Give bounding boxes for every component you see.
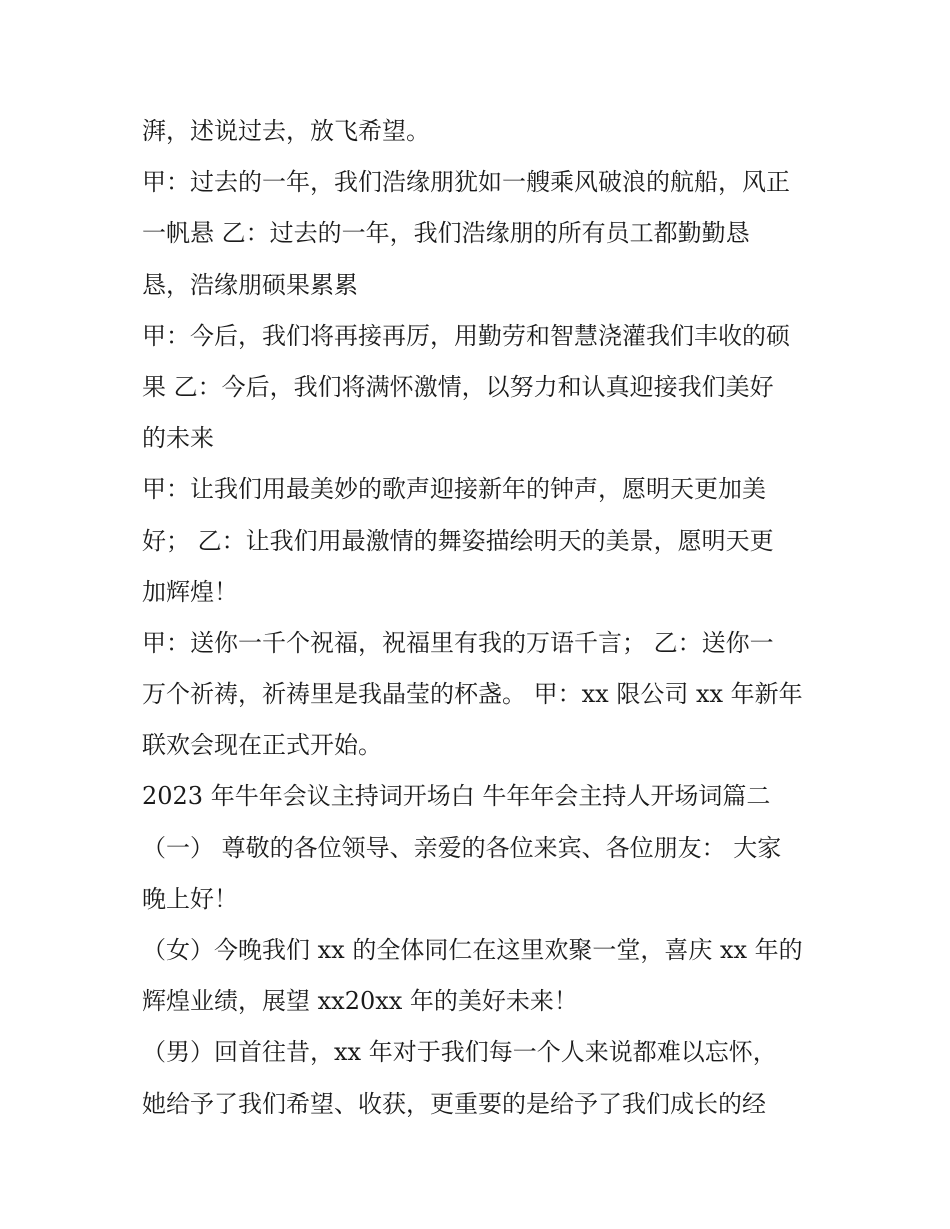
text-line: 加辉煌！ <box>142 577 238 606</box>
text-line: 联欢会现在正式开始。 <box>142 731 382 760</box>
text-line: 一帆悬 乙：过去的一年，我们浩缘朋的所有员工都勤勤恳 <box>142 219 750 248</box>
section-heading: 2023 年牛年会议主持词开场白 牛年年会主持人开场词篇二 <box>142 782 771 811</box>
text-line: 甲：过去的一年，我们浩缘朋犹如一艘乘风破浪的航船，风正 <box>142 168 790 197</box>
text-line: 万个祈祷，祈祷里是我晶莹的杯盏。 甲：xx 限公司 xx 年新年 <box>142 680 803 709</box>
text-line: 她给予了我们希望、收获，更重要的是给予了我们成长的经 <box>142 1089 766 1118</box>
text-line: 晚上好！ <box>142 884 238 913</box>
text-line: 甲：送你一千个祝福，祝福里有我的万语千言； 乙：送你一 <box>142 628 774 657</box>
text-line: 辉煌业绩，展望 xx20xx 年的美好未来！ <box>142 987 578 1016</box>
text-line: （一） 尊敬的各位领导、亲爱的各位来宾、各位朋友： 大家 <box>142 833 782 862</box>
document-body <box>142 106 818 1130</box>
text-line: 恳，浩缘朋硕果累累 <box>142 270 358 299</box>
text-line: 果 乙：今后，我们将满怀激情，以努力和认真迎接我们美好 <box>142 372 774 401</box>
text-line: 甲：今后，我们将再接再厉，用勤劳和智慧浇灌我们丰收的硕 <box>142 321 790 350</box>
text-line: 好； 乙：让我们用最激情的舞姿描绘明天的美景，愿明天更 <box>142 526 774 555</box>
text-line: 甲：让我们用最美妙的歌声迎接新年的钟声，愿明天更加美 <box>142 475 766 504</box>
text-line: （男）回首往昔，xx 年对于我们每一个人来说都难以忘怀， <box>142 1038 777 1067</box>
text-line: （女）今晚我们 xx 的全体同仁在这里欢聚一堂，喜庆 xx 年的 <box>142 936 803 964</box>
text-line: 湃，述说过去，放飞希望。 <box>142 117 430 145</box>
text-line: 的未来 <box>142 424 214 453</box>
